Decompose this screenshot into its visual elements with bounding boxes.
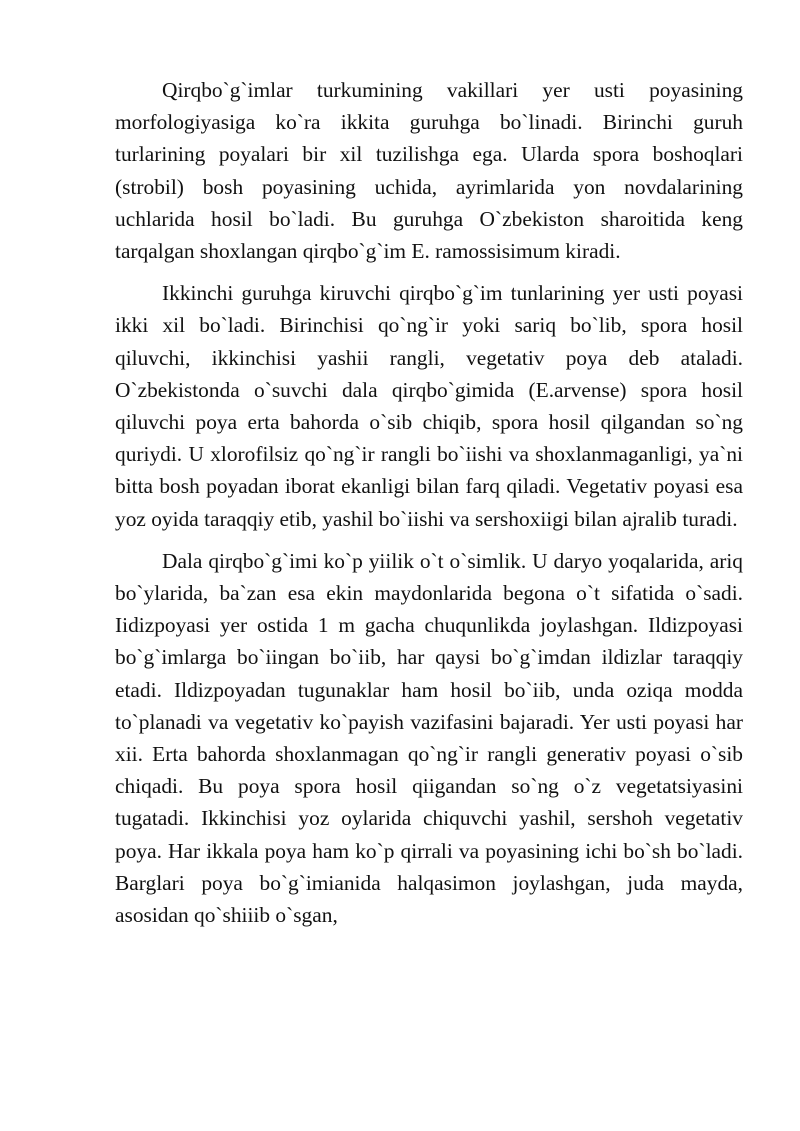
paragraph-3: Dala qirqbo`g`imi ko`p yiilik o`t o`simlik. U daryo yoqalarida, ariq bo`ylarida, ba`zan esa ekin maydonlarida begona o`t sifatida o`sadi. Iidizpoyasi yer ostida 1 m gacha chuqunlikda joylashgan. Ildizpoyasi bo`g`imlarga bo`iingan bo`iib, har qaysi bo`g`imdan ildizlar taraqqiy etadi. Ildizpoyadan tugunaklar ham hosil bo`iib, unda oziqa modda to`planadi va vegetativ ko`payish vazifasini bajaradi. Yer usti poyasi har xii. Erta bahorda shoxlanmagan qo`ng`ir rangli generativ poyasi o`sib chiqadi. Bu poya spora hosil qiigandan so`ng o`z vegetatsiyasini tugatadi. Ikkinchisi yoz oylarida chiquvchi yashil, sershoh vegetativ poya. Har ikkala poya ham ko`p qirrali va poyasining ichi bo`sh bo`ladi. Barglari poya bo`g`imianida halqasimon joylashgan, juda mayda, asosidan qo`shiiib o`sgan, (115, 548, 743, 928)
paragraph-1: Qirqbo`g`imlar turkumining vakillari yer usti poyasining morfologiyasiga ko`ra ikkita guruhga bo`linadi. Birinchi guruh turlarining poyalari bir xil tuzilishga ega. Ularda spora boshoqlari (strobil) bosh poyasining uchida, ayrimlarida yon novdalarining uchlarida hosil bo`ladi. Bu guruhga O`zbekiston sharoitida keng tarqalgan shoxlangan qirqbo`g`im E. ramossisimum kiradi. (115, 78, 743, 264)
paragraph-2: Ikkinchi guruhga kiruvchi qirqbo`g`im tunlarining yer usti poyasi ikki xil bo`ladi. Birinchisi qo`ng`ir yoki sariq bo`lib, spora hosil qiluvchi, ikkinchisi yashii rangli, vegetativ poya deb ataladi. O`zbekistonda o`suvchi dala qirqbo`gimida (E.arvense) spora hosil qiluvchi poya erta bahorda o`sib chiqib, spora hosil qilgandan so`ng quriydi. U xlorofilsiz qo`ng`ir rangli bo`iishi va shoxlanmaganligi, ya`ni bitta bosh poyadan iborat ekanligi bilan farq qiladi. Vegetativ poyasi esa yoz oyida taraqqiy etib, yashil bo`iishi va sershoxiigi bilan ajralib turadi. (115, 281, 743, 531)
document-page (115, 74, 743, 931)
